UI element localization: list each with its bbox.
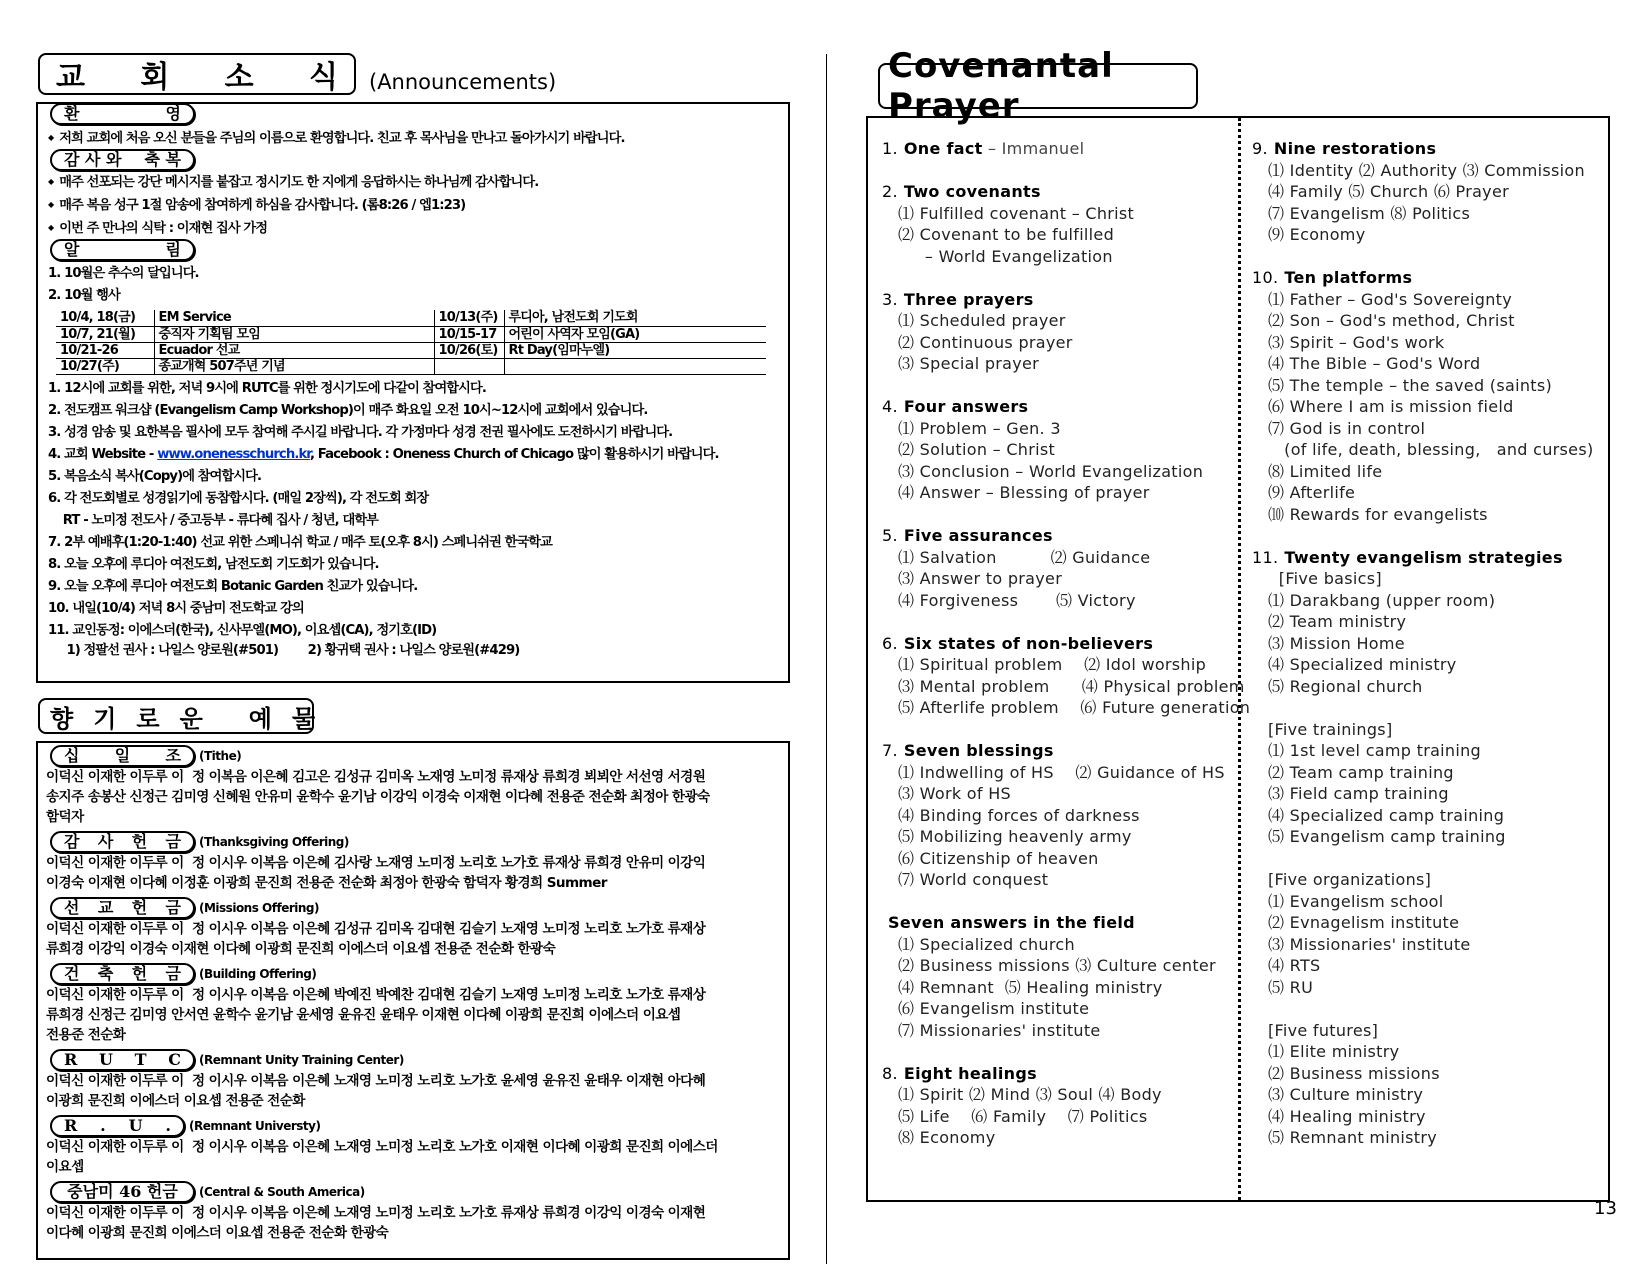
thanks-line: ◆ 매주 선포되는 강단 메시지를 붙잡고 정시기도 한 지에게 응답하시는 하나님께 감사합니다. [48, 171, 788, 194]
offering-label-pill: R . U . [50, 1115, 185, 1137]
prayer-item: ⑵ Evnagelism institute [1268, 913, 1460, 932]
offering-header [46, 963, 788, 985]
prayer-item: ⑽ Rewards for evangelists [1268, 504, 1488, 524]
prayer-item: ⑷ Answer – Blessing of prayer [898, 483, 1150, 502]
prayer-item: ⑴ Spirit ⑵ Mind ⑶ Soul ⑷ Body [898, 1085, 1162, 1104]
prayer-item: ⑴ Fulfilled covenant – Christ [898, 203, 1135, 223]
donor-names-line: 이덕신 이재한 이두루 이 정 이시우 이복음 이은혜 박예진 박예찬 김대현 김슬기 노재영 노미정 노리호 노가호 류재상 [46, 987, 706, 1003]
spacer [1252, 998, 1594, 1020]
covenantal-prayer-panel [866, 116, 1610, 1202]
event-name [504, 358, 766, 374]
spacer [1252, 525, 1594, 547]
offering-header [46, 897, 788, 919]
donor-names-line: 이덕신 이재한 이두루 이 정 이복음 이은혜 김고은 김성규 김미옥 노재영 노미정 류재상 류희경 뵈뵈안 서선영 서경원 [46, 769, 706, 785]
prayer-item: ⑹ Citizenship of heaven [898, 848, 1099, 868]
prayer-item: ⑸ Remnant ministry [1268, 1128, 1438, 1147]
notice-line: 2. 10월 행사 [48, 288, 120, 303]
offerings-panel [36, 741, 790, 1260]
event-name: 중직자 기획팀 모임 [154, 326, 434, 342]
spacer [882, 719, 1250, 741]
event-name: Rt Day(임마누엘) [504, 342, 766, 358]
announcements-panel [36, 102, 790, 683]
prayer-section-heading: 10. Ten platforms [1252, 268, 1413, 287]
notice-list [48, 378, 788, 660]
announcements-title: 교 회 소 식 [38, 53, 356, 95]
notice-line: 2. 전도캠프 워크샵 (Evangelism Camp Workshop)이 매주 화요일 오전 10시~12시에 교회에서 있습니다. [48, 402, 648, 418]
event-date: 10/26(토) [434, 342, 504, 358]
prayer-item: [Five futures] [1268, 1020, 1379, 1040]
offering-tag: (Remnant Universty) [189, 1119, 321, 1133]
prayer-item: ⑵ Continuous prayer [898, 332, 1073, 352]
prayer-item: ⑺ Missionaries' institute [898, 1020, 1101, 1040]
prayer-item: – World Evangelization [898, 246, 1113, 266]
prayer-item: ⑵ Business missions [1268, 1063, 1440, 1083]
event-name: Ecuador 선교 [154, 342, 434, 358]
notice-line: 10. 내일(10/4) 저녁 8시 중남미 전도학교 강의 [48, 600, 304, 616]
offering-header [46, 831, 788, 853]
prayer-item: ⑶ Work of HS [898, 784, 1011, 803]
prayer-item: ⑶ Special prayer [898, 354, 1040, 373]
prayer-section-heading: 5. Five assurances [882, 526, 1053, 545]
spacer [882, 611, 1250, 633]
prayer-item: ⑹ Evangelism institute [898, 999, 1090, 1018]
donor-names-line: 이덕신 이재한 이두루 이 정 이시우 이복음 이은혜 노재영 노미정 노리호 노가호 이재현 이다혜 이광희 문진희 이에스더 [46, 1139, 718, 1155]
prayer-column-right [1252, 138, 1594, 1149]
offering-tag: (Remnant Unity Training Center) [199, 1053, 404, 1067]
prayer-item: ⑴ Elite ministry [1268, 1042, 1400, 1061]
table-row [56, 310, 766, 326]
prayer-section-heading: 6. Six states of non-believers [882, 633, 1154, 653]
prayer-item: ⑶ Culture ministry [1268, 1085, 1424, 1104]
prayer-item: (of life, death, blessing, and curses) [1268, 440, 1594, 459]
donor-names-line: 이덕신 이재한 이두루 이 정 이시우 이복음 이은혜 노재영 노미정 노리호 노가호 윤세영 윤유진 윤태우 이재현 아다혜 [46, 1073, 706, 1089]
spacer [882, 1041, 1250, 1063]
notice-line: 6. 각 전도회별로 성경읽기에 동참합시다. (매일 2장씩), 각 전도회 회장 [48, 490, 429, 506]
notice-line: RT - 노미정 전도사 / 중고등부 - 류다혜 집사 / 청년, 대학부 [48, 512, 378, 528]
prayer-item: ⑵ Covenant to be fulfilled [898, 225, 1115, 244]
prayer-item: [Five basics] [1268, 569, 1382, 588]
prayer-item: ⑶ Mission Home [1268, 633, 1405, 653]
prayer-item: ⑵ Son – God's method, Christ [1268, 311, 1515, 330]
prayer-item: ⑴ Spiritual problem ⑵ Idol worship [898, 655, 1207, 674]
offering-tag: (Tithe) [199, 749, 242, 763]
spacer [882, 891, 1250, 913]
offering-header [46, 1049, 788, 1071]
prayer-item: ⑻ Economy [898, 1128, 996, 1147]
prayer-section-heading: 4. Four answers [882, 397, 1029, 416]
website-line: 4. 교회 Website - www.onenesschurch.kr, Facebook : Oneness Church of Chicago 많이 활용하시기 바랍니다. [48, 446, 719, 462]
offering-tag: (Missions Offering) [199, 901, 319, 915]
website-link[interactable]: www.onenesschurch.kr [157, 446, 310, 462]
prayer-item: ⑺ Evangelism ⑻ Politics [1268, 203, 1471, 223]
prayer-item: ⑸ Afterlife problem ⑹ Future generation [898, 698, 1251, 717]
donor-names-line: 이덕신 이재한 이두루 이 정 이시우 이복음 이은혜 김사랑 노재영 노미정 노리호 노가호 류재상 류희경 안유미 이강익 [46, 855, 706, 871]
event-date: 10/13(주) [434, 310, 504, 326]
donor-names-line: 함덕자 [46, 809, 84, 825]
thanks-pill: 감 사 와 축 복 [50, 149, 195, 171]
notice-line: 3. 성경 암송 및 요한복음 필사에 모두 참여해 주시길 바랍니다. 각 가정마다 성경 전권 필사에도 도전하시기 바랍니다. [48, 424, 673, 440]
prayer-item: ⑵ Business missions ⑶ Culture center [898, 956, 1216, 975]
prayer-item: ⑵ Solution – Christ [898, 440, 1056, 459]
event-date: 10/15-17 [434, 326, 504, 342]
offering-header [46, 1181, 788, 1203]
notice-line: 8. 오늘 오후에 루디아 여전도회, 남전도회 기도회가 있습니다. [48, 556, 379, 572]
page-number: 13 [1594, 1198, 1617, 1219]
prayer-item: ⑴ 1st level camp training [1268, 741, 1482, 760]
donor-names-line: 이덕신 이재한 이두루 이 정 이시우 이복음 이은혜 김성규 김미옥 김대현 김슬기 노재영 노미정 노리호 노가호 류재상 [46, 921, 706, 937]
prayer-section-heading: 1. One fact – Immanuel [882, 139, 1085, 158]
prayer-item: ⑺ God is in control [1268, 418, 1426, 438]
donor-names-line: 송지주 송봉산 신정근 김미영 신혜원 안유미 윤학수 윤기남 이강익 이경숙 이재현 이다혜 전용준 전순화 최정아 한광숙 [46, 789, 710, 805]
prayer-column-left [882, 138, 1250, 1149]
prayer-item: ⑸ The temple – the saved (saints) [1268, 375, 1553, 395]
prayer-section-heading: 9. Nine restorations [1252, 139, 1437, 158]
prayer-section-heading: 3. Three prayers [882, 289, 1034, 309]
prayer-item: ⑸ RU [1268, 977, 1314, 997]
prayer-item: ⑸ Mobilizing heavenly army [898, 827, 1132, 846]
prayer-item: ⑷ Binding forces of darkness [898, 805, 1140, 825]
donor-names-line: 이다혜 이광희 문진희 이에스더 이요셉 전용준 전순화 한광숙 [46, 1225, 389, 1241]
notice-line: 1. 12시에 교회를 위한, 저녁 9시에 RUTC를 위한 정시기도에 다같이 참여합시다. [48, 380, 486, 396]
donor-names-line: 이덕신 이재한 이두루 이 정 이시우 이복음 이은혜 노재영 노미정 노리호 노가호 류재상 류희경 이강익 이경숙 이재현 [46, 1205, 706, 1221]
prayer-item: ⑷ Remnant ⑸ Healing ministry [898, 977, 1163, 997]
notice-line: 5. 복음소식 복사(Copy)에 참여합시다. [48, 468, 262, 484]
worship-title: 향 기 로 운 예 물 [38, 698, 314, 734]
covenantal-prayer-title: Covenantal Prayer [878, 63, 1198, 109]
prayer-item: ⑴ Father – God's Sovereignty [1268, 289, 1513, 309]
prayer-item: ⑴ Salvation ⑵ Guidance [898, 547, 1151, 567]
prayer-item: ⑸ Regional church [1268, 676, 1423, 696]
event-date [434, 358, 504, 374]
prayer-item: ⑵ Team camp training [1268, 762, 1454, 782]
event-date: 10/21-26 [56, 342, 154, 358]
prayer-section-heading: 8. Eight healings [882, 1063, 1037, 1083]
offering-label-pill: 십 일 조 [50, 745, 195, 767]
offering-tag: (Building Offering) [199, 967, 317, 981]
prayer-item: ⑺ World conquest [898, 870, 1049, 889]
prayer-item: ⑼ Economy [1268, 225, 1366, 244]
prayer-item: ⑷ RTS [1268, 956, 1321, 975]
prayer-item: ⑷ Healing ministry [1268, 1106, 1426, 1126]
donor-names-line: 전용준 전순화 [46, 1027, 126, 1043]
notice-pill: 알 림 [50, 239, 195, 261]
table-row [56, 358, 766, 374]
notice-line: 9. 오늘 오후에 루디아 여전도회 Botanic Garden 친교가 있습니다. [48, 578, 418, 594]
notice-line: 7. 2부 예배후(1:20-1:40) 선교 위한 스페니쉬 학교 / 매주 토(오후 8시) 스페니쉬권 한국학교 [48, 534, 552, 550]
prayer-item: ⑵ Team ministry [1268, 612, 1407, 631]
spacer [882, 375, 1250, 397]
prayer-item: ⑶ Spirit – God's work [1268, 332, 1445, 352]
spacer [1252, 246, 1594, 268]
prayer-item: ⑻ Limited life [1268, 461, 1383, 481]
offering-label-pill: 중남미 46 헌금 [50, 1181, 195, 1203]
prayer-section-heading: 11. Twenty evangelism strategies [1252, 547, 1563, 567]
offering-label-pill: 건 축 헌 금 [50, 963, 195, 985]
prayer-item: ⑼ Afterlife [1268, 483, 1356, 502]
spacer [882, 504, 1250, 526]
event-name: 어린이 사역자 모임(GA) [504, 326, 766, 342]
spacer [1252, 697, 1594, 719]
event-name: 종교개혁 507주년 기념 [154, 358, 434, 374]
prayer-item: ⑶ Missionaries' institute [1268, 934, 1471, 954]
prayer-item: ⑴ Evangelism school [1268, 891, 1444, 911]
page-divider [826, 54, 827, 1264]
prayer-item: ⑸ Evangelism camp training [1268, 827, 1506, 846]
offering-header [46, 745, 788, 767]
notice-line: 1. 10월은 추수의 달입니다. [48, 266, 199, 281]
prayer-item: ⑷ Specialized ministry [1268, 655, 1457, 674]
thanks-line: ◆ 매주 복음 성구 1절 암송에 참여하게 하심을 감사합니다. (롬8:26 / 엡1:23) [48, 194, 788, 217]
event-date: 10/4, 18(금) [56, 310, 154, 326]
welcome-text: ◆ 저희 교회에 처음 오신 분들을 주님의 이름으로 환영합니다. 친교 후 목사님을 만나고 돌아가시기 바랍니다. [48, 127, 788, 150]
event-name: EM Service [154, 310, 434, 326]
offering-label-pill: R U T C [50, 1049, 195, 1071]
prayer-item: ⑴ Indwelling of HS ⑵ Guidance of HS [898, 762, 1225, 782]
notice-line: 11. 교인동정: 이에스더(한국), 신사무엘(MO), 이요셉(CA), 정기호(ID) [48, 622, 437, 638]
prayer-item: ⑴ Scheduled prayer [898, 311, 1066, 330]
offering-label-pill: 감 사 헌 금 [50, 831, 195, 853]
table-row [56, 326, 766, 342]
prayer-section-heading: Seven answers in the field [888, 913, 1135, 932]
announcements-subtitle: (Announcements) [369, 70, 557, 94]
spacer [882, 160, 1250, 182]
thanks-line: ◆ 이번 주 만나의 식탁 : 이재현 집사 가정 [48, 217, 788, 240]
prayer-item: ⑷ Forgiveness ⑸ Victory [898, 590, 1136, 610]
offering-header [46, 1115, 788, 1137]
event-date: 10/7, 21(월) [56, 326, 154, 342]
prayer-item: ⑹ Where I am is mission field [1268, 397, 1514, 416]
welcome-pill: 환 영 [50, 103, 195, 125]
prayer-section-heading: 7. Seven blessings [882, 741, 1054, 760]
prayer-item: ⑶ Mental problem ⑷ Physical problem [898, 676, 1245, 696]
spacer [882, 267, 1250, 289]
event-name: 루디아, 남전도회 기도회 [504, 310, 766, 326]
offering-tag: (Central & South America) [199, 1185, 365, 1199]
prayer-item: ⑷ Specialized camp training [1268, 805, 1505, 825]
prayer-item: ⑸ Life ⑹ Family ⑺ Politics [898, 1106, 1148, 1126]
prayer-item: ⑶ Answer to prayer [898, 569, 1063, 588]
notice-line: 1) 정팔선 권사 : 나일스 양로원(#501) 2) 황귀택 권사 : 나일스 양로원(#429) [48, 642, 520, 658]
prayer-section-heading: 2. Two covenants [882, 182, 1041, 201]
donor-names-line: 이광희 문진희 이에스더 이요셉 전용준 전순화 [46, 1093, 305, 1109]
events-table [56, 310, 766, 375]
prayer-item: ⑷ The Bible – God's Word [1268, 354, 1481, 373]
prayer-item: ⑶ Conclusion – World Evangelization [898, 461, 1204, 481]
prayer-item: ⑴ Problem – Gen. 3 [898, 418, 1061, 438]
offering-label-pill: 선 교 헌 금 [50, 897, 195, 919]
offering-tag: (Thanksgiving Offering) [199, 835, 349, 849]
donor-names-line: 이요셉 [46, 1159, 84, 1175]
prayer-item: ⑴ Specialized church [898, 934, 1075, 954]
donor-names-line: 류희경 이강익 이경숙 이재현 이다혜 이광희 문진희 이에스더 이요셉 전용준 전순화 한광숙 [46, 941, 556, 957]
prayer-item: ⑶ Field camp training [1268, 784, 1449, 803]
prayer-item: ⑴ Darakbang (upper room) [1268, 590, 1496, 610]
spacer [1252, 848, 1594, 870]
prayer-item: [Five organizations] [1268, 870, 1432, 889]
offerings-list [46, 745, 788, 1243]
prayer-item: [Five trainings] [1268, 719, 1393, 739]
event-date: 10/27(주) [56, 358, 154, 374]
donor-names-line: 류희경 신정근 김미영 안서연 윤학수 윤기남 윤세영 윤유진 윤태우 이재현 이다혜 이광희 문진희 이에스더 이요셉 [46, 1007, 681, 1023]
prayer-item: ⑴ Identity ⑵ Authority ⑶ Commission [1268, 160, 1585, 180]
table-row [56, 342, 766, 358]
prayer-item: ⑷ Family ⑸ Church ⑹ Prayer [1268, 182, 1509, 201]
donor-names-line: 이경숙 이재현 이다혜 이정훈 이광희 문진희 전용준 전순화 최정아 한광숙 함덕자 황경희 Summer [46, 875, 607, 891]
